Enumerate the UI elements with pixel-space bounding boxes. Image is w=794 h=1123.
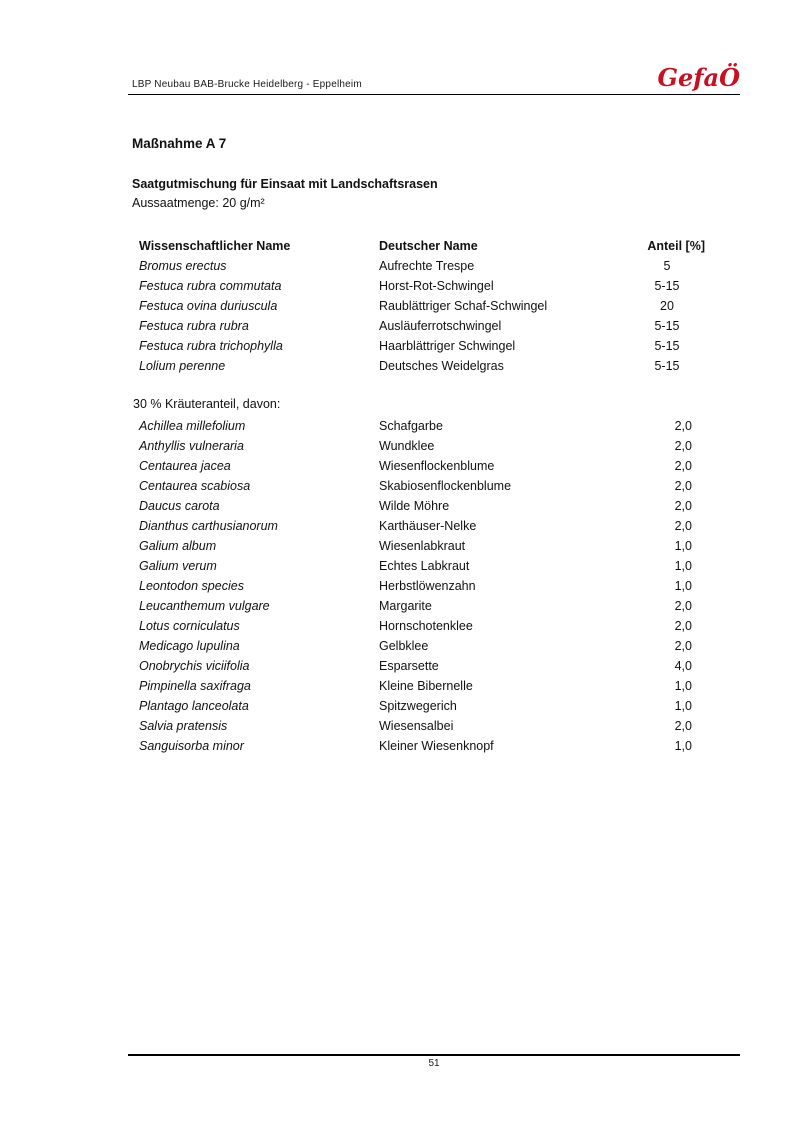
share-value: 2,0 [674,719,692,733]
table-row [139,416,705,436]
german-name: Kleiner Wiesenknopf [379,739,494,753]
table-row [139,636,705,656]
herb-rows-group [139,416,705,756]
scientific-name: Festuca ovina duriuscula [139,299,278,313]
page-header [128,55,740,95]
scientific-name: Dianthus carthusianorum [139,519,278,533]
share-value: 2,0 [674,439,692,453]
share-value: 2,0 [674,639,692,653]
german-name: Skabiosenflockenblume [379,479,512,493]
table-row [139,736,705,756]
table-row [139,656,705,676]
scientific-name: Centaurea jacea [139,459,231,473]
table-row [139,456,705,476]
seed-mixture-table [133,236,705,756]
table-row [139,496,705,516]
scientific-name: Lolium perenne [139,359,226,373]
scientific-name: Lotus corniculatus [139,619,240,633]
german-name: Horst-Rot-Schwingel [379,279,494,293]
table-row [139,696,705,716]
scientific-name: Centaurea scabiosa [139,479,251,493]
german-name: Kleine Bibernelle [379,679,473,693]
german-name: Herbstlöwenzahn [379,579,476,593]
measure-title: Maßnahme A 7 [132,136,227,151]
share-value: 2,0 [674,499,692,513]
german-name: Wiesenflockenblume [379,459,495,473]
scientific-name: Galium album [139,539,217,553]
share-value: 1,0 [674,699,692,713]
share-value: 5-15 [654,339,680,353]
scientific-name: Leucanthemum vulgare [139,599,270,613]
scientific-name: Onobrychis viciifolia [139,659,250,673]
table-row [139,516,705,536]
table-row [139,536,705,556]
share-value: 2,0 [674,459,692,473]
german-name: Karthäuser-Nelke [379,519,477,533]
column-header-german-name: Deutscher Name [379,239,478,253]
scientific-name: Festuca rubra rubra [139,319,249,333]
page-number: 51 [428,1058,440,1069]
scientific-name: Festuca rubra commutata [139,279,282,293]
share-value: 2,0 [674,599,692,613]
header-running-title: LBP Neubau BAB-Brucke Heidelberg - Eppelheim [132,79,362,90]
table-header-row [139,236,705,256]
scientific-name: Achillea millefolium [139,419,246,433]
table-row [139,256,705,276]
table-row [139,596,705,616]
scientific-name: Bromus erectus [139,259,227,273]
german-name: Spitzwegerich [379,699,457,713]
grass-rows-group [139,256,705,376]
table-row [139,276,705,296]
german-name: Wiesensalbei [379,719,454,733]
german-name: Margarite [379,599,432,613]
scientific-name: Plantago lanceolata [139,699,249,713]
table-row [139,576,705,596]
german-name: Echtes Labkraut [379,559,470,573]
scientific-name: Daucus carota [139,499,220,513]
share-value: 1,0 [674,679,692,693]
german-name: Aufrechte Trespe [379,259,475,273]
share-value: 5-15 [654,359,680,373]
page-footer [128,1054,740,1069]
share-value: 1,0 [674,739,692,753]
table-row [139,436,705,456]
share-value: 2,0 [674,619,692,633]
german-name: Haarblättriger Schwingel [379,339,516,353]
scientific-name: Anthyllis vulneraria [139,439,244,453]
share-value: 20 [660,299,674,313]
scientific-name: Pimpinella saxifraga [139,679,251,693]
scientific-name: Festuca rubra trichophylla [139,339,283,353]
company-logo: GefaÖ [657,63,740,92]
share-value: 4,0 [674,659,692,673]
german-name: Deutsches Weidelgras [379,359,504,373]
table-row [139,316,705,336]
german-name: Hornschotenklee [379,619,473,633]
scientific-name: Sanguisorba minor [139,739,244,753]
scientific-name: Leontodon species [139,579,244,593]
herbs-section-label: 30 % Kräuteranteil, davon: [133,397,281,411]
table-row [139,356,705,376]
table-row [139,716,705,736]
seeding-rate: Aussaatmenge: 20 g/m² [132,196,265,210]
table-row [139,336,705,356]
share-value: 1,0 [674,559,692,573]
table-row [139,676,705,696]
german-name: Ausläuferrotschwingel [379,319,502,333]
table-row [139,296,705,316]
mixture-subtitle: Saatgutmischung für Einsaat mit Landschaftsrasen [132,177,438,191]
share-value: 2,0 [674,419,692,433]
share-value: 5 [663,259,671,273]
german-name: Wundklee [379,439,435,453]
german-name: Gelbklee [379,639,429,653]
share-value: 5-15 [654,279,680,293]
scientific-name: Medicago lupulina [139,639,240,653]
share-value: 1,0 [674,539,692,553]
column-header-scientific-name: Wissenschaftlicher Name [139,239,291,253]
table-row [139,616,705,636]
german-name: Raublättriger Schaf-Schwingel [379,299,548,313]
table-row [139,476,705,496]
share-value: 2,0 [674,479,692,493]
german-name: Esparsette [379,659,439,673]
column-header-share: Anteil [%] [647,239,705,253]
share-value: 2,0 [674,519,692,533]
share-value: 5-15 [654,319,680,333]
scientific-name: Salvia pratensis [139,719,228,733]
german-name: Wiesenlabkraut [379,539,466,553]
share-value: 1,0 [674,579,692,593]
german-name: Wilde Möhre [379,499,450,513]
table-row [139,556,705,576]
scientific-name: Galium verum [139,559,217,573]
german-name: Schafgarbe [379,419,443,433]
